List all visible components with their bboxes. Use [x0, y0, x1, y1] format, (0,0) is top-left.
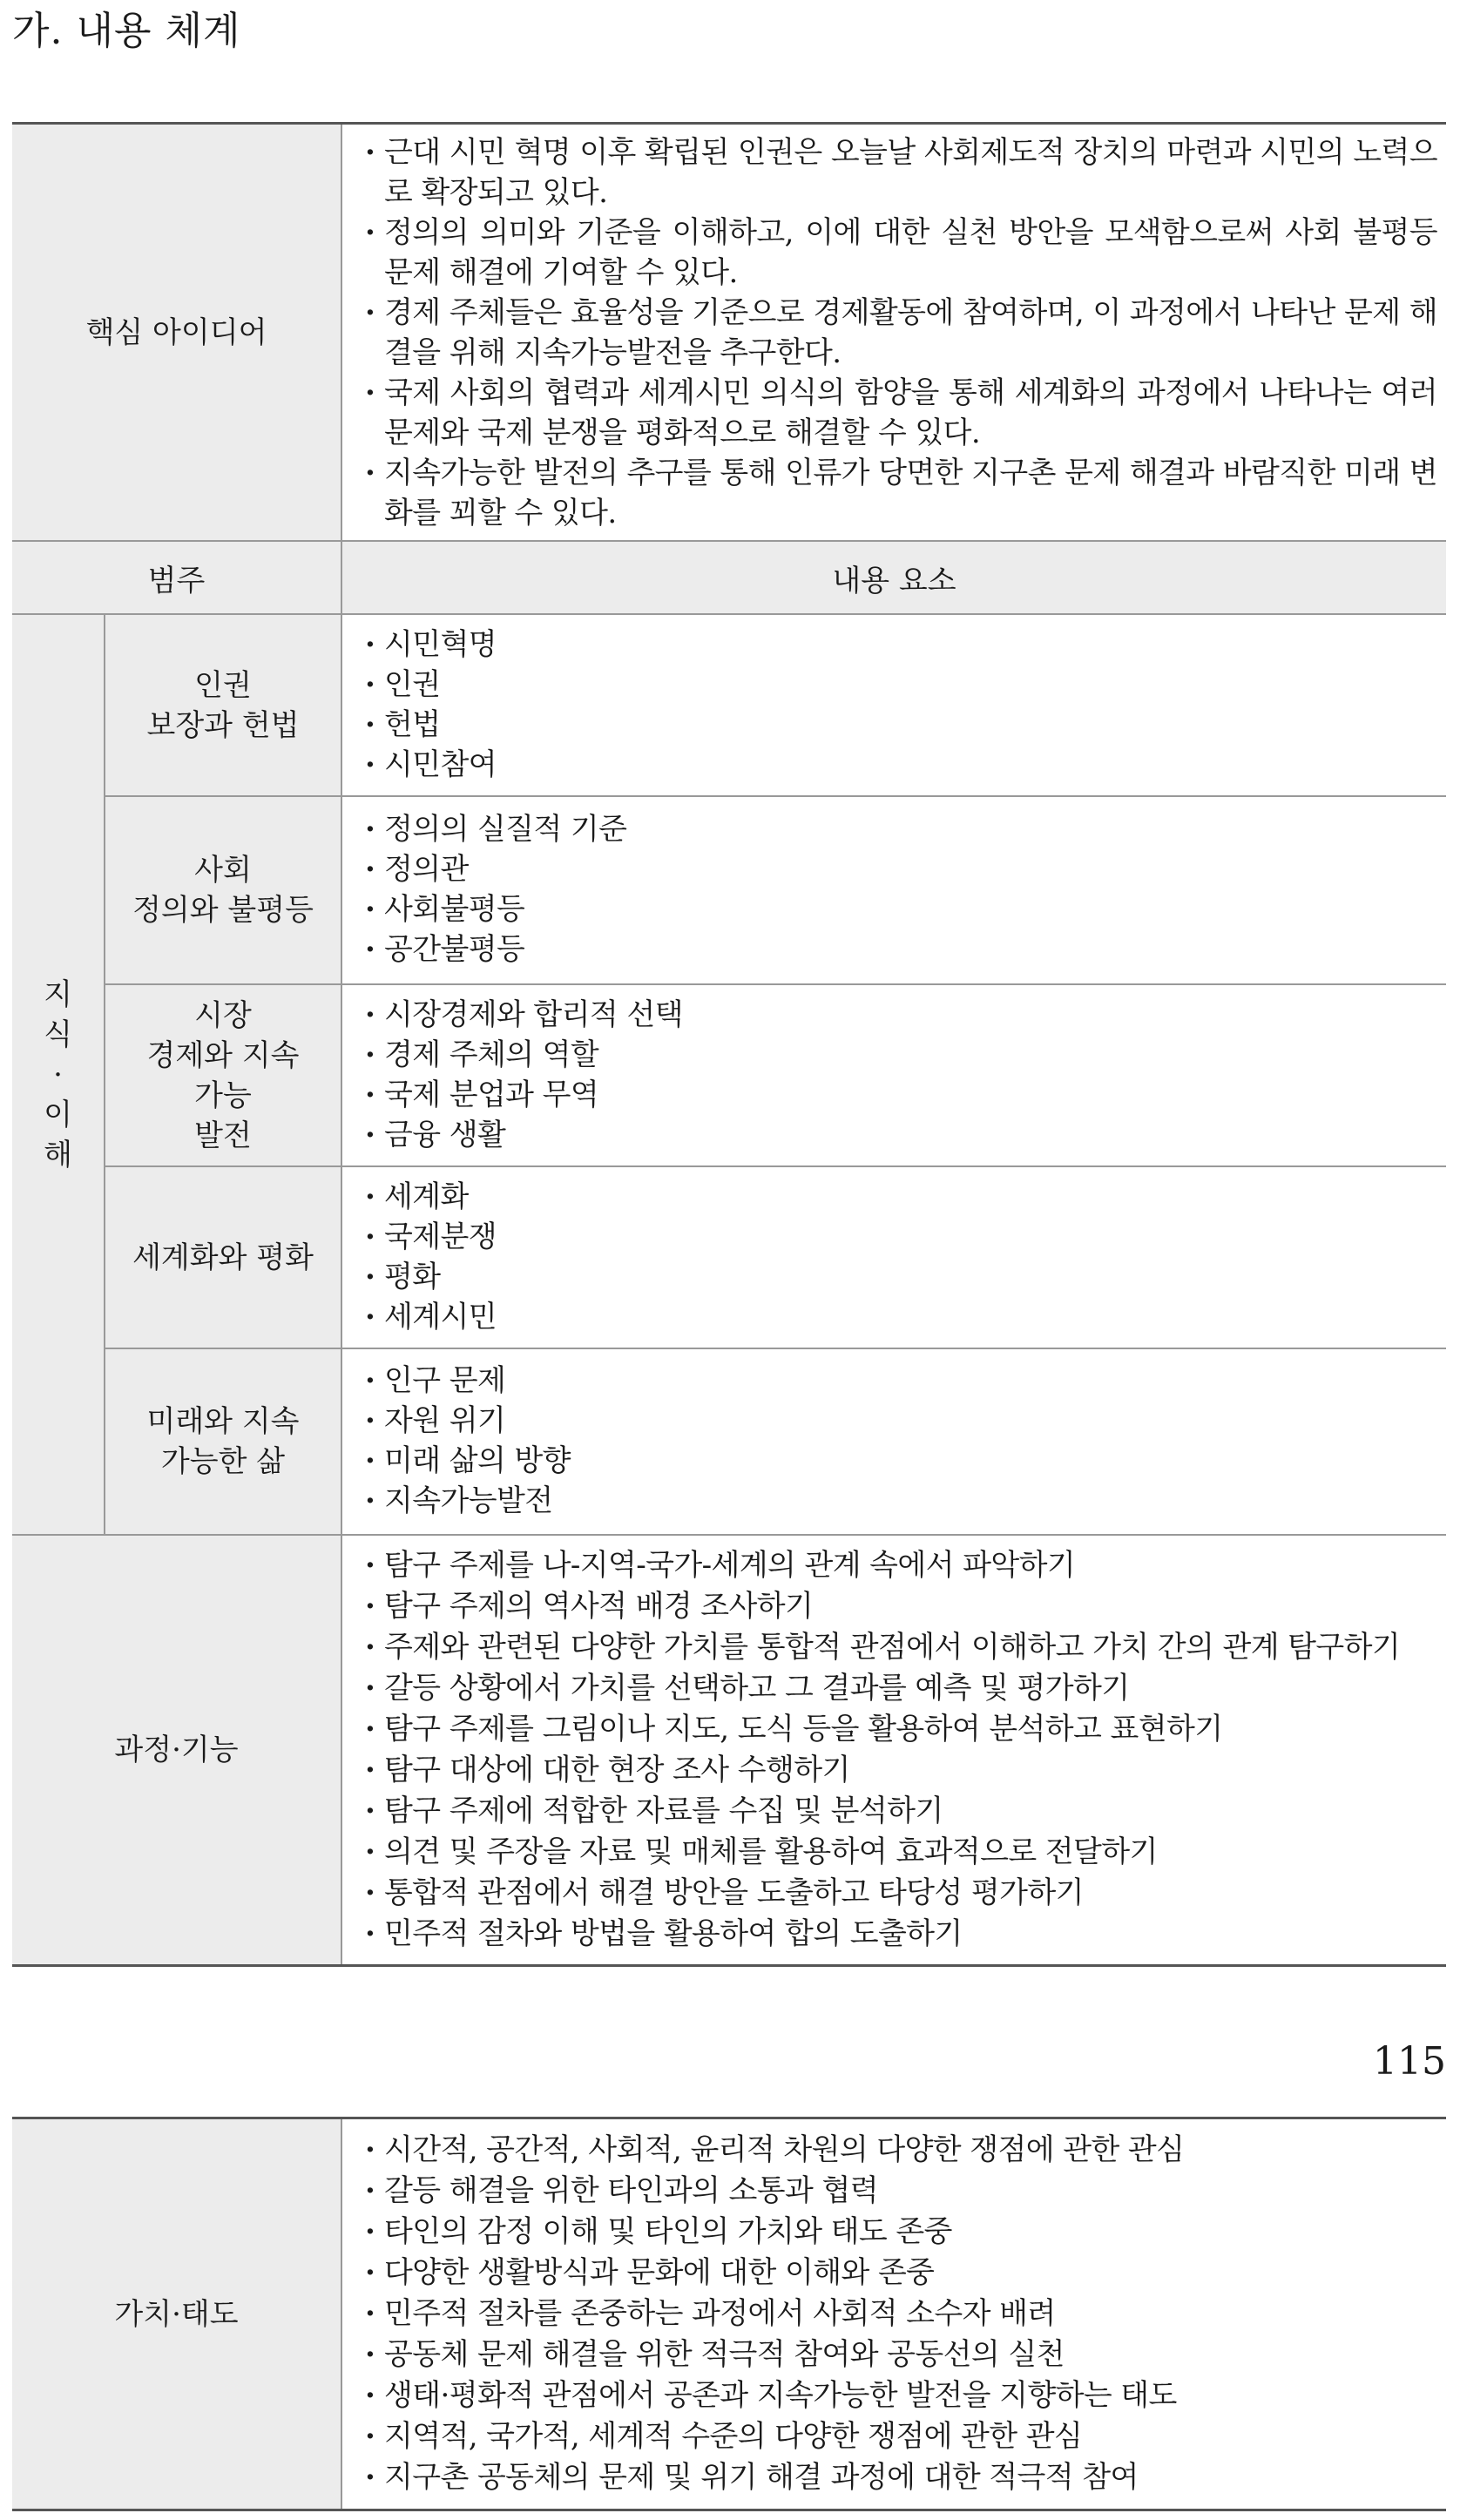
list-item: · 정의관: [365, 849, 1437, 889]
knowledge-group-name: 사회 정의와 불평등: [105, 796, 341, 984]
list-item: · 지속가능발전: [365, 1481, 1437, 1521]
list-item: · 시장경제와 합리적 선택: [365, 995, 1437, 1035]
list-item: · 인구 문제: [365, 1361, 1437, 1401]
list-item: · 사회불평등: [365, 889, 1437, 929]
list-item: · 갈등 해결을 위한 타인과의 소통과 협력: [365, 2171, 1437, 2212]
list-item: · 탐구 주제에 적합한 자료를 수집 및 분석하기: [365, 1791, 1437, 1832]
core-idea-row: [12, 124, 1446, 542]
list-item: · 시민참여: [365, 745, 1437, 785]
knowledge-row: [12, 1166, 1446, 1348]
list-item: · 국제 사회의 협력과 세계시민 의식의 함양을 통해 세계화의 과정에서 나타나는 여러 문제와 국제 분쟁을 평화적으로 해결할 수 있다.: [365, 373, 1437, 453]
list-item: · 탐구 주제의 역사적 배경 조사하기: [365, 1586, 1437, 1627]
process-list: [365, 1545, 1437, 1955]
elements-header: 내용 요소: [341, 541, 1446, 614]
values-label: 가치·태도: [12, 2118, 341, 2510]
knowledge-row: [12, 984, 1446, 1166]
list-item: · 공간불평등: [365, 929, 1437, 969]
knowledge-row: [12, 796, 1446, 984]
process-label: 과정·기능: [12, 1535, 341, 1966]
curriculum-content-table: [12, 122, 1446, 1967]
list-item: · 정의의 실질적 기준: [365, 809, 1437, 849]
list-item: · 주제와 관련된 다양한 가치를 통합적 관점에서 이해하고 가치 간의 관계 탐구하기: [365, 1627, 1437, 1668]
list-item: · 민주적 절차를 존중하는 과정에서 사회적 소수자 배려: [365, 2294, 1437, 2334]
list-item: · 인권: [365, 665, 1437, 705]
list-item: · 시간적, 공간적, 사회적, 윤리적 차원의 다양한 쟁점에 관한 관심: [365, 2130, 1437, 2171]
values-list: [365, 2130, 1437, 2498]
list-item: · 근대 시민 혁명 이후 확립된 인권은 오늘날 사회제도적 장치의 마련과 시민의 노력으로 확장되고 있다.: [365, 132, 1437, 213]
list-item: · 헌법: [365, 705, 1437, 745]
list-item: · 공동체 문제 해결을 위한 적극적 참여와 공동선의 실천: [365, 2334, 1437, 2375]
list-item: · 금융 생활: [365, 1115, 1437, 1155]
knowledge-element-list: [365, 995, 1437, 1155]
knowledge-element-list: [365, 809, 1437, 969]
process-row: [12, 1535, 1446, 1966]
knowledge-group-name: 세계화와 평화: [105, 1166, 341, 1348]
list-item: · 지속가능한 발전의 추구를 통해 인류가 당면한 지구촌 문제 해결과 바람직한 미래 변화를 꾀할 수 있다.: [365, 453, 1437, 533]
knowledge-group-name: 인권 보장과 헌법: [105, 614, 341, 796]
section-heading: 가. 내용 체계: [12, 9, 241, 53]
list-item: · 정의의 의미와 기준을 이해하고, 이에 대한 실천 방안을 모색함으로써 사회 불평등 문제 해결에 기여할 수 있다.: [365, 213, 1437, 293]
category-header: 범주: [12, 541, 341, 614]
list-item: · 국제 분업과 무역: [365, 1075, 1437, 1115]
list-item: · 갈등 상황에서 가치를 선택하고 그 결과를 예측 및 평가하기: [365, 1668, 1437, 1709]
knowledge-element-list: [365, 1361, 1437, 1521]
list-item: · 타인의 감정 이해 및 타인의 가치와 태도 존중: [365, 2212, 1437, 2253]
list-item: · 세계시민: [365, 1297, 1437, 1337]
list-item: · 경제 주체의 역할: [365, 1035, 1437, 1075]
knowledge-element-list: [365, 625, 1437, 785]
values-row: [12, 2118, 1446, 2510]
list-item: · 의견 및 주장을 자료 및 매체를 활용하여 효과적으로 전달하기: [365, 1832, 1437, 1873]
knowledge-label: 지 식 · 이 해: [12, 614, 105, 1535]
list-item: · 탐구 주제를 그림이나 지도, 도식 등을 활용하여 분석하고 표현하기: [365, 1709, 1437, 1750]
list-item: · 국제분쟁: [365, 1217, 1437, 1257]
page-number: 115: [1373, 2039, 1446, 2084]
knowledge-element-list: [365, 1177, 1437, 1337]
header-row: [12, 541, 1446, 614]
list-item: · 생태·평화적 관점에서 공존과 지속가능한 발전을 지향하는 태도: [365, 2375, 1437, 2416]
list-item: · 시민혁명: [365, 625, 1437, 665]
knowledge-group-name: 시장 경제와 지속 가능 발전: [105, 984, 341, 1166]
list-item: · 지역적, 국가적, 세계적 수준의 다양한 쟁점에 관한 관심: [365, 2416, 1437, 2457]
knowledge-group-name: 미래와 지속 가능한 삶: [105, 1348, 341, 1535]
knowledge-row: [12, 614, 1446, 796]
list-item: · 탐구 주제를 나-지역-국가-세계의 관계 속에서 파악하기: [365, 1545, 1437, 1586]
list-item: · 세계화: [365, 1177, 1437, 1217]
knowledge-row: [12, 1348, 1446, 1535]
core-idea-label: 핵심 아이디어: [12, 124, 341, 542]
list-item: · 지구촌 공동체의 문제 및 위기 해결 과정에 대한 적극적 참여: [365, 2457, 1437, 2498]
list-item: · 통합적 관점에서 해결 방안을 도출하고 타당성 평가하기: [365, 1873, 1437, 1914]
list-item: · 미래 삶의 방향: [365, 1441, 1437, 1481]
list-item: · 탐구 대상에 대한 현장 조사 수행하기: [365, 1750, 1437, 1791]
values-attitudes-table: [12, 2117, 1446, 2511]
list-item: · 자원 위기: [365, 1401, 1437, 1441]
list-item: · 다양한 생활방식과 문화에 대한 이해와 존중: [365, 2253, 1437, 2294]
list-item: · 경제 주체들은 효율성을 기준으로 경제활동에 참여하며, 이 과정에서 나타난 문제 해결을 위해 지속가능발전을 추구한다.: [365, 293, 1437, 373]
core-idea-list: [365, 132, 1437, 533]
list-item: · 민주적 절차와 방법을 활용하여 합의 도출하기: [365, 1914, 1437, 1955]
list-item: · 평화: [365, 1257, 1437, 1297]
